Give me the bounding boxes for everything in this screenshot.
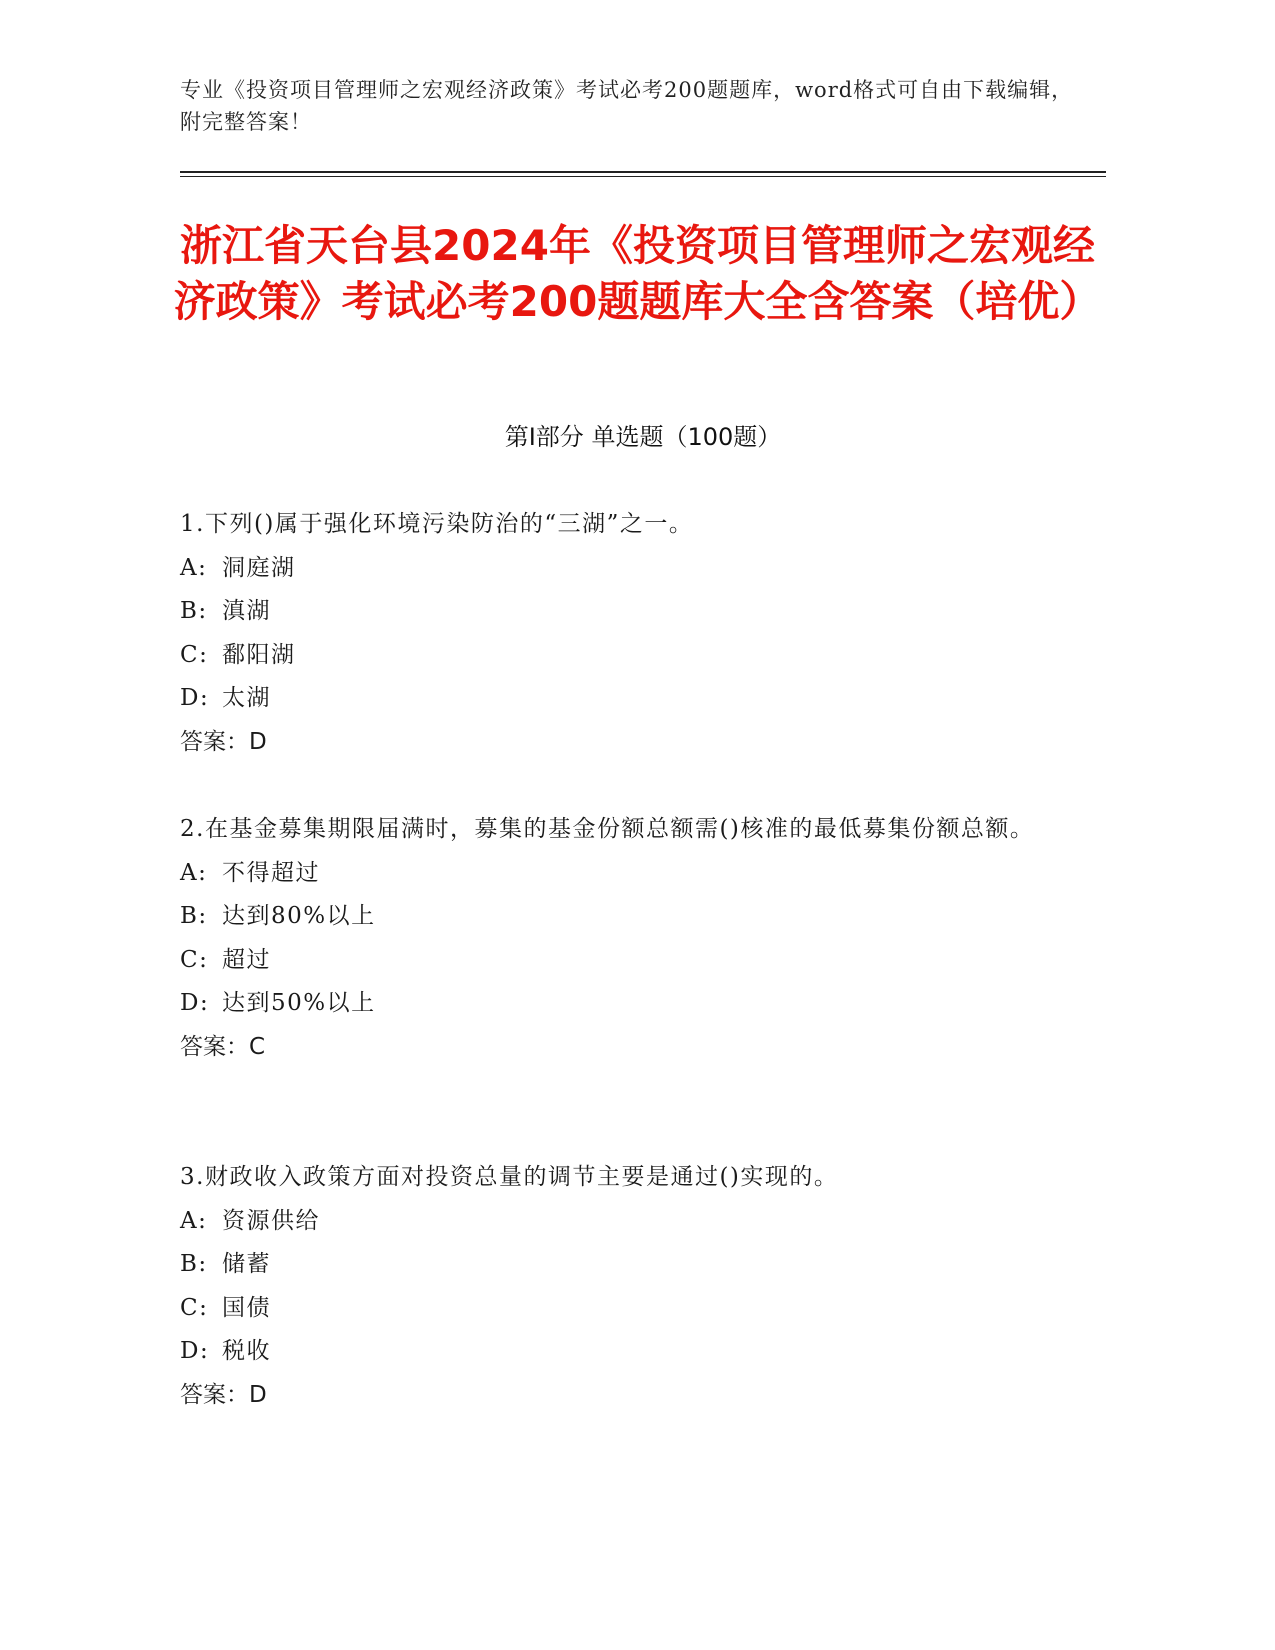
option-letter: D: bbox=[180, 990, 210, 1016]
option-text: 超过 bbox=[222, 946, 271, 973]
option-letter: A: bbox=[180, 859, 208, 886]
question-stem: 3.财政收入政策方面对投资总量的调节主要是通过()实现的。 bbox=[180, 1164, 839, 1190]
option-letter: D: bbox=[180, 1338, 210, 1364]
option-a bbox=[180, 852, 1040, 896]
option-text: 税收 bbox=[222, 1338, 271, 1364]
option-letter: D: bbox=[180, 685, 210, 711]
document-title: 浙江省天台县2024年《投资项目管理师之宏观经济政策》考试必考200题题库大全含答案（培优） bbox=[173, 221, 1102, 326]
option-text: 洞庭湖 bbox=[222, 554, 296, 581]
option-d bbox=[180, 982, 1040, 1026]
option-a bbox=[180, 1200, 1040, 1244]
header-note: 专业《投资项目管理师之宏观经济政策》考试必考200题题库，word格式可自由下载编辑，附完整答案！ bbox=[180, 78, 1074, 134]
option-letter: B: bbox=[180, 903, 208, 929]
question-3 bbox=[180, 1156, 1040, 1417]
option-letter: A: bbox=[180, 554, 208, 581]
header-divider-thin bbox=[180, 176, 1106, 177]
option-c bbox=[180, 634, 1040, 678]
question-stem: 2.在基金募集期限届满时，募集的基金份额总额需()核准的最低募集份额总额。 bbox=[180, 816, 1035, 842]
option-text: 不得超过 bbox=[222, 859, 320, 886]
option-text: 鄱阳湖 bbox=[222, 641, 296, 668]
option-letter: A: bbox=[180, 1207, 208, 1234]
option-b bbox=[180, 590, 1040, 634]
option-text: 达到50%以上 bbox=[222, 990, 376, 1016]
header-divider-thick bbox=[180, 171, 1106, 173]
question-1 bbox=[180, 503, 1040, 764]
option-a bbox=[180, 547, 1040, 591]
answer: 答案：D bbox=[180, 728, 267, 755]
option-letter: C: bbox=[180, 946, 209, 973]
option-letter: C: bbox=[180, 641, 209, 668]
option-text: 太湖 bbox=[222, 685, 271, 711]
option-c bbox=[180, 939, 1040, 983]
answer: 答案：C bbox=[180, 1033, 266, 1060]
option-text: 滇湖 bbox=[222, 598, 271, 624]
option-d bbox=[180, 677, 1040, 721]
option-letter: C: bbox=[180, 1294, 209, 1321]
question-stem: 1.下列()属于强化环境污染防治的“三湖”之一。 bbox=[180, 511, 694, 537]
option-letter: B: bbox=[180, 598, 208, 624]
option-c bbox=[180, 1287, 1040, 1331]
question-2 bbox=[180, 808, 1040, 1069]
answer: 答案：D bbox=[180, 1381, 267, 1408]
option-b bbox=[180, 895, 1040, 939]
option-text: 储蓄 bbox=[222, 1251, 271, 1277]
section-title: 第Ⅰ部分 单选题（100题） bbox=[504, 423, 782, 451]
option-b bbox=[180, 1243, 1040, 1287]
option-text: 国债 bbox=[222, 1294, 271, 1321]
option-text: 资源供给 bbox=[222, 1207, 320, 1234]
option-d bbox=[180, 1330, 1040, 1374]
option-text: 达到80%以上 bbox=[222, 903, 376, 929]
option-letter: B: bbox=[180, 1251, 208, 1277]
